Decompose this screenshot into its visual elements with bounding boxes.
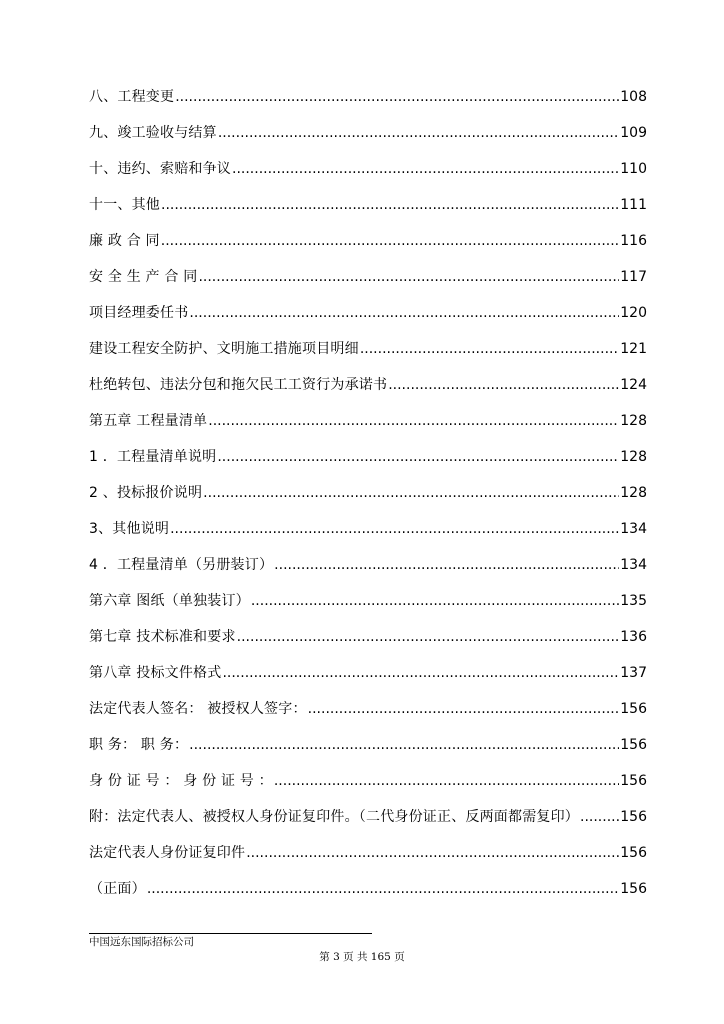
toc-entry-title: 3、其他说明 [89, 521, 170, 537]
toc-entry[interactable] [89, 554, 647, 590]
toc-entry-page: 116 [620, 233, 647, 249]
toc-entry-title: （正面） [89, 881, 146, 897]
toc-entry[interactable] [89, 842, 647, 878]
toc-entry-title: 安 全 生 产 合 同 [89, 269, 198, 285]
toc-entry-title: 法定代表人身份证复印件 [89, 845, 246, 861]
toc-entry-title: 八、工程变更 [89, 89, 175, 105]
toc-dot-leader [217, 446, 619, 468]
toc-entry-page: 137 [620, 665, 647, 681]
toc-entry[interactable] [89, 194, 647, 230]
toc-dot-leader [147, 878, 619, 900]
toc-entry-page: 156 [620, 881, 647, 897]
toc-entry-page: 128 [620, 413, 647, 429]
toc-dot-leader [222, 662, 619, 684]
toc-entry-title: 第五章 工程量清单 [89, 413, 208, 429]
toc-entry-title: 1 ．工程量清单说明 [89, 449, 217, 465]
toc-entry-title: 十、违约、索赔和争议 [89, 161, 231, 177]
footer-page-indicator: 第 3 页 共 165 页 [319, 951, 405, 963]
toc-dot-leader [274, 770, 619, 792]
toc-entry[interactable] [89, 374, 647, 410]
toc-entry-title: 项目经理委任书 [89, 305, 189, 321]
toc-entry[interactable] [89, 158, 647, 194]
toc-entry[interactable] [89, 518, 647, 554]
toc-entry-title: 4 ．工程量清单（另册装订） [89, 557, 274, 573]
toc-entry-title: 十一、其他 [89, 197, 160, 213]
toc-entry-page: 128 [620, 485, 647, 501]
toc-entry-page: 121 [620, 341, 647, 357]
toc-dot-leader [232, 158, 619, 180]
toc-entry[interactable] [89, 770, 647, 806]
toc-entry-page: 134 [620, 557, 647, 573]
toc-entry[interactable] [89, 698, 647, 734]
toc-dot-leader [388, 374, 619, 396]
table-of-contents [89, 86, 647, 914]
toc-entry-page: 117 [620, 269, 647, 285]
toc-dot-leader [218, 122, 619, 144]
toc-entry[interactable] [89, 806, 647, 842]
toc-entry-title: 建设工程安全防护、文明施工措施项目明细 [89, 341, 359, 357]
toc-dot-leader [189, 302, 619, 324]
toc-entry[interactable] [89, 338, 647, 374]
toc-entry[interactable] [89, 122, 647, 158]
toc-entry-page: 108 [620, 89, 647, 105]
toc-entry[interactable] [89, 446, 647, 482]
toc-entry-title: 廉 政 合 同 [89, 233, 160, 249]
toc-entry-page: 109 [620, 125, 647, 141]
toc-entry-title: 法定代表人签名： 被授权人签字： [89, 701, 307, 717]
toc-dot-leader [246, 842, 619, 864]
toc-entry-page: 135 [620, 593, 647, 609]
toc-entry[interactable] [89, 302, 647, 338]
toc-entry-page: 110 [620, 161, 647, 177]
toc-entry-page: 111 [620, 197, 647, 213]
toc-entry-page: 134 [620, 521, 647, 537]
toc-entry-page: 156 [620, 809, 647, 825]
toc-dot-leader [274, 554, 619, 576]
toc-entry[interactable] [89, 410, 647, 446]
toc-entry-page: 156 [620, 701, 647, 717]
toc-dot-leader [203, 482, 619, 504]
toc-entry[interactable] [89, 230, 647, 266]
toc-dot-leader [198, 266, 619, 288]
toc-entry-title: 第七章 技术标准和要求 [89, 629, 236, 645]
footer-divider [89, 933, 372, 934]
toc-entry[interactable] [89, 86, 647, 122]
toc-entry-page: 120 [620, 305, 647, 321]
toc-entry-title: 九、竣工验收与结算 [89, 125, 217, 141]
toc-entry-page: 128 [620, 449, 647, 465]
toc-dot-leader [360, 338, 619, 360]
toc-dot-leader [170, 518, 619, 540]
toc-entry-title: 职 务： 职 务： [89, 737, 189, 753]
toc-dot-leader [161, 230, 620, 252]
toc-entry-page: 124 [620, 377, 647, 393]
toc-entry-title: 杜绝转包、违法分包和拖欠民工工资行为承诺书 [89, 377, 388, 393]
toc-dot-leader [237, 626, 620, 648]
toc-entry-page: 136 [620, 629, 647, 645]
toc-dot-leader [308, 698, 620, 720]
footer-company-name: 中国远东国际招标公司 [89, 936, 194, 948]
toc-dot-leader [208, 410, 619, 432]
toc-entry-title: 身 份 证 号 ： 身 份 证 号 ： [89, 773, 273, 789]
toc-entry[interactable] [89, 878, 647, 914]
toc-entry[interactable] [89, 662, 647, 698]
toc-entry-title: 附：法定代表人、被授权人身份证复印件。（二代身份证正、反两面都需复印） [89, 809, 579, 825]
toc-dot-leader [189, 734, 619, 756]
toc-entry-title: 第六章 图纸（单独装订） [89, 593, 250, 609]
toc-entry-page: 156 [620, 773, 647, 789]
toc-entry[interactable] [89, 482, 647, 518]
toc-entry-title: 2 、投标报价说明 [89, 485, 203, 501]
toc-dot-leader [580, 806, 619, 828]
toc-dot-leader [175, 86, 619, 108]
toc-entry[interactable] [89, 626, 647, 662]
toc-dot-leader [251, 590, 619, 612]
toc-entry-page: 156 [620, 737, 647, 753]
toc-entry[interactable] [89, 734, 647, 770]
toc-entry-title: 第八章 投标文件格式 [89, 665, 222, 681]
toc-dot-leader [161, 194, 619, 216]
toc-entry-page: 156 [620, 845, 647, 861]
toc-entry[interactable] [89, 266, 647, 302]
toc-entry[interactable] [89, 590, 647, 626]
